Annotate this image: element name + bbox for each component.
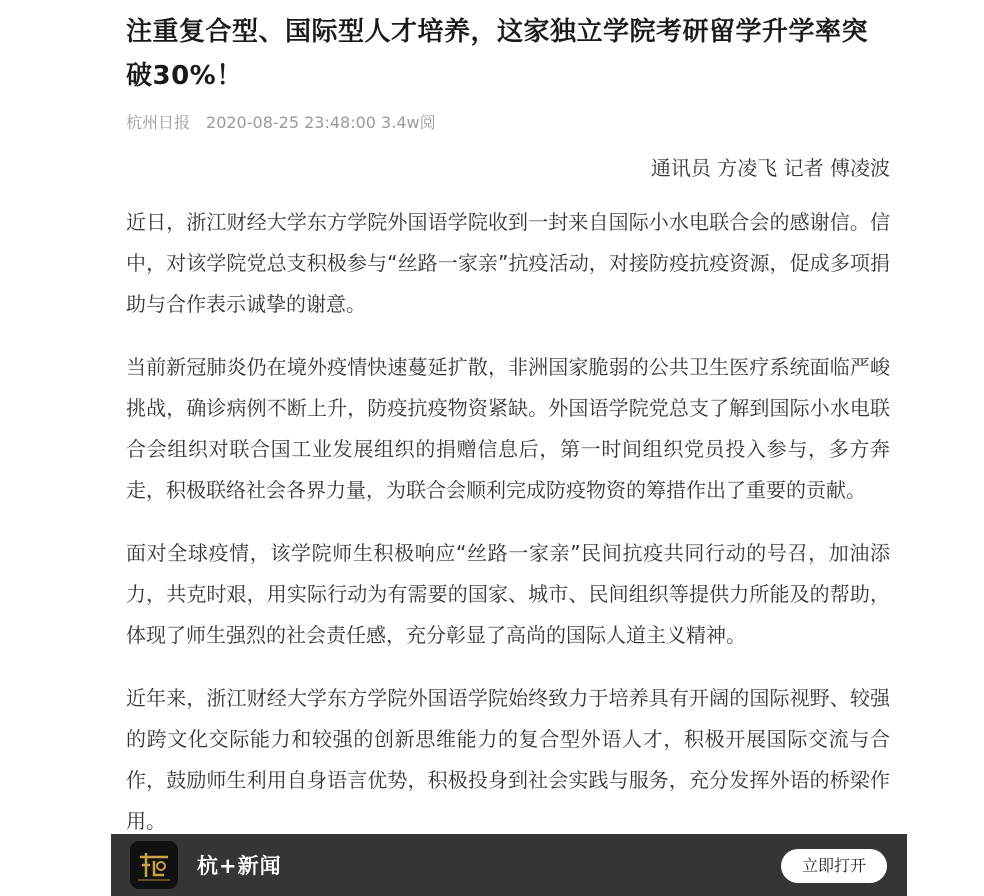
article-paragraph: 当前新冠肺炎仍在境外疫情快速蔓延扩散，非洲国家脆弱的公共卫生医疗系统面临严峻挑战，确诊病例不断上升，防疫抗疫物资紧缺。外国语学院党总支了解到国际小水电联合会组织对联合国工业发展组织的捐赠信息后，第一时间组织党员投入参与，多方奔走，积极联络社会各界力量，为联合会顺利完成防疫物资的筹措作出了重要的贡献。 bbox=[126, 355, 890, 502]
app-download-banner[interactable] bbox=[111, 834, 907, 896]
article-paragraph: 近日，浙江财经大学东方学院外国语学院收到一封来自国际小水电联合会的感谢信。信中，对该学院党总支积极参与“丝路一家亲”抗疫活动，对接防疫抗疫资源，促成多项捐助与合作表示诚挚的谢意。 bbox=[126, 210, 890, 316]
open-app-button[interactable]: 立即打开 bbox=[781, 849, 887, 883]
article-meta bbox=[126, 112, 890, 134]
article-paragraph: 近年来，浙江财经大学东方学院外国语学院始终致力于培养具有开阔的国际视野、较强的跨文化交际能力和较强的创新思维能力的复合型外语人才，积极开展国际交流与合作，鼓励师生利用自身语言优势，积极投身到社会实践与服务，充分发挥外语的桥梁作用。 bbox=[126, 686, 890, 833]
article-title: 注重复合型、国际型人才培养，这家独立学院考研留学升学率突破30%！ bbox=[126, 17, 869, 91]
article bbox=[126, 0, 890, 842]
article-source[interactable]: 杭州日报 bbox=[126, 113, 191, 132]
hang-plus-logo-mark bbox=[134, 845, 174, 885]
article-byline: 通讯员 方凌飞 记者 傅凌波 bbox=[650, 156, 890, 180]
hang-plus-logo-icon bbox=[129, 840, 179, 890]
app-name: 杭+新闻 bbox=[197, 854, 282, 878]
article-paragraph: 面对全球疫情，该学院师生积极响应“丝路一家亲”民间抗疫共同行动的号召，加油添力，共克时艰，用实际行动为有需要的国家、城市、民间组织等提供力所能及的帮助，体现了师生强烈的社会责任感，充分彰显了高尚的国际人道主义精神。 bbox=[126, 541, 890, 647]
article-views: 3.4w阅 bbox=[381, 113, 436, 132]
article-datetime: 2020-08-25 23:48:00 bbox=[206, 113, 376, 132]
